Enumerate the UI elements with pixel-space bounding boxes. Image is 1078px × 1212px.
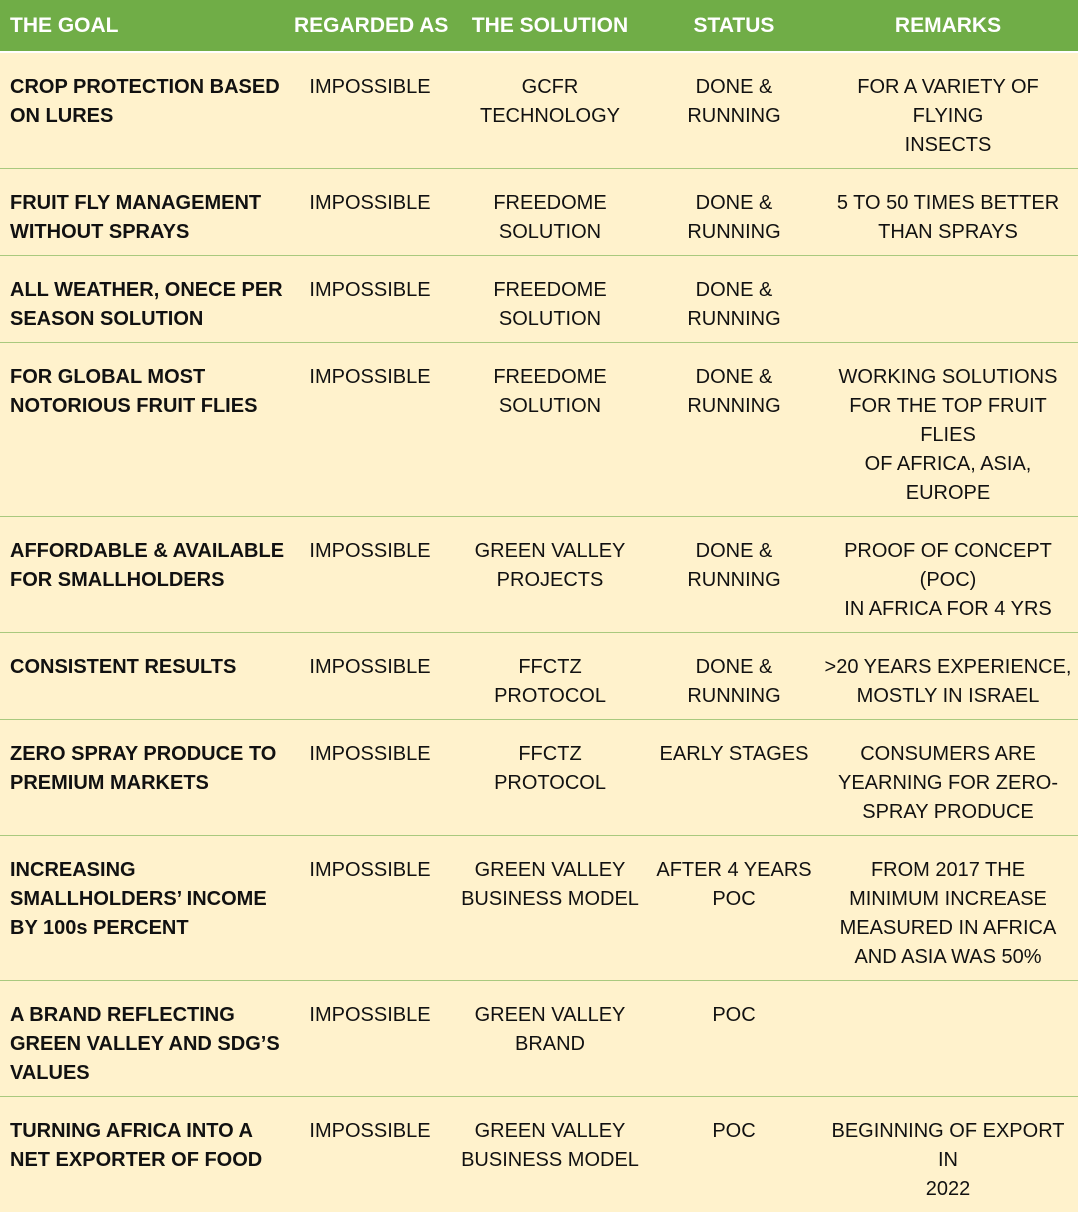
cell-regarded	[290, 52, 450, 169]
cell-remarks-text: BEGINNING OF EXPORT IN 2022	[832, 1120, 1065, 1200]
header-status: STATUS	[650, 0, 818, 52]
cell-goal	[0, 720, 290, 836]
cell-solution-text: FREEDOME SOLUTION	[493, 192, 606, 243]
cell-status-text: DONE & RUNNING	[687, 656, 780, 707]
header-solution: THE SOLUTION	[450, 0, 650, 52]
table-row	[0, 1097, 1078, 1212]
cell-solution-text: FFCTZ PROTOCOL	[494, 743, 606, 794]
cell-remarks	[818, 981, 1078, 1097]
cell-solution	[450, 633, 650, 720]
cell-remarks	[818, 633, 1078, 720]
cell-regarded	[290, 836, 450, 981]
cell-goal-text: A BRAND REFLECTING GREEN VALLEY AND SDG’S VALUES	[10, 1004, 280, 1084]
cell-status-text: DONE & RUNNING	[687, 540, 780, 591]
cell-status	[650, 343, 818, 517]
table-row	[0, 256, 1078, 343]
cell-regarded	[290, 256, 450, 343]
cell-solution-text: FREEDOME SOLUTION	[493, 279, 606, 330]
cell-solution	[450, 256, 650, 343]
cell-solution-text: GREEN VALLEY BUSINESS MODEL	[461, 1120, 639, 1171]
cell-goal	[0, 256, 290, 343]
cell-remarks	[818, 52, 1078, 169]
table-row	[0, 633, 1078, 720]
cell-remarks	[818, 836, 1078, 981]
cell-status	[650, 52, 818, 169]
header-remarks: REMARKS	[818, 0, 1078, 52]
table-row	[0, 52, 1078, 169]
cell-regarded-text: IMPOSSIBLE	[309, 1120, 430, 1142]
cell-solution-text: GREEN VALLEY BRAND	[475, 1004, 626, 1055]
cell-goal	[0, 633, 290, 720]
cell-regarded	[290, 517, 450, 633]
cell-goal-text: ALL WEATHER, ONECE PER SEASON SOLUTION	[10, 279, 283, 330]
cell-regarded-text: IMPOSSIBLE	[309, 743, 430, 765]
cell-regarded	[290, 633, 450, 720]
cell-regarded-text: IMPOSSIBLE	[309, 656, 430, 678]
cell-remarks	[818, 169, 1078, 256]
cell-regarded-text: IMPOSSIBLE	[309, 366, 430, 388]
cell-solution	[450, 1097, 650, 1212]
cell-solution	[450, 836, 650, 981]
cell-regarded	[290, 169, 450, 256]
cell-status	[650, 633, 818, 720]
cell-goal	[0, 1097, 290, 1212]
cell-remarks-text: FROM 2017 THE MINIMUM INCREASE MEASURED IN AFRICA AND ASIA WAS 50%	[840, 859, 1057, 968]
cell-solution	[450, 720, 650, 836]
cell-status	[650, 981, 818, 1097]
cell-goal	[0, 52, 290, 169]
cell-goal-text: CONSISTENT RESULTS	[10, 656, 236, 678]
cell-regarded	[290, 343, 450, 517]
cell-regarded	[290, 1097, 450, 1212]
cell-regarded	[290, 720, 450, 836]
cell-remarks	[818, 256, 1078, 343]
header-row	[0, 0, 1078, 52]
cell-status-text: POC	[712, 1004, 755, 1026]
cell-goal	[0, 981, 290, 1097]
cell-remarks-text: CONSUMERS ARE YEARNING FOR ZERO- SPRAY PRODUCE	[838, 743, 1058, 823]
cell-goal-text: CROP PROTECTION BASED ON LURES	[10, 76, 280, 127]
cell-status-text: DONE & RUNNING	[687, 192, 780, 243]
cell-solution	[450, 981, 650, 1097]
cell-remarks-text: >20 YEARS EXPERIENCE, MOSTLY IN ISRAEL	[825, 656, 1072, 707]
cell-remarks-text: 5 TO 50 TIMES BETTER THAN SPRAYS	[837, 192, 1059, 243]
cell-status-text: EARLY STAGES	[660, 743, 809, 765]
cell-goal-text: ZERO SPRAY PRODUCE TO PREMIUM MARKETS	[10, 743, 276, 794]
cell-remarks	[818, 343, 1078, 517]
cell-regarded-text: IMPOSSIBLE	[309, 859, 430, 881]
cell-solution-text: GREEN VALLEY BUSINESS MODEL	[461, 859, 639, 910]
cell-goal	[0, 343, 290, 517]
cell-goal	[0, 169, 290, 256]
cell-remarks-text: WORKING SOLUTIONS FOR THE TOP FRUIT FLIES OF AFRICA, ASIA, EUROPE	[839, 366, 1058, 504]
cell-goal	[0, 836, 290, 981]
cell-status-text: POC	[712, 1120, 755, 1142]
cell-status-text: DONE & RUNNING	[687, 76, 780, 127]
cell-solution-text: GCFR TECHNOLOGY	[480, 76, 620, 127]
cell-goal-text: TURNING AFRICA INTO A NET EXPORTER OF FOOD	[10, 1120, 262, 1171]
cell-remarks-text: FOR A VARIETY OF FLYING INSECTS	[857, 76, 1039, 156]
cell-goal-text: AFFORDABLE & AVAILABLE FOR SMALLHOLDERS	[10, 540, 284, 591]
table-row	[0, 836, 1078, 981]
cell-remarks	[818, 517, 1078, 633]
cell-regarded-text: IMPOSSIBLE	[309, 192, 430, 214]
cell-goal-text: FRUIT FLY MANAGEMENT WITHOUT SPRAYS	[10, 192, 261, 243]
cell-goal-text: INCREASING SMALLHOLDERS’ INCOME BY 100s PERCENT	[10, 859, 267, 939]
header-regarded-as: REGARDED AS	[290, 0, 450, 52]
cell-solution-text: FFCTZ PROTOCOL	[494, 656, 606, 707]
cell-remarks	[818, 1097, 1078, 1212]
cell-regarded	[290, 981, 450, 1097]
cell-goal	[0, 517, 290, 633]
cell-status-text: DONE & RUNNING	[687, 366, 780, 417]
cell-status-text: DONE & RUNNING	[687, 279, 780, 330]
cell-regarded-text: IMPOSSIBLE	[309, 76, 430, 98]
cell-status	[650, 517, 818, 633]
cell-status	[650, 1097, 818, 1212]
cell-goal-text: FOR GLOBAL MOST NOTORIOUS FRUIT FLIES	[10, 366, 257, 417]
header-goal: THE GOAL	[0, 0, 290, 52]
cell-solution	[450, 517, 650, 633]
cell-status	[650, 169, 818, 256]
cell-solution	[450, 169, 650, 256]
cell-remarks-text: PROOF OF CONCEPT (POC) IN AFRICA FOR 4 YRS	[844, 540, 1052, 620]
cell-status	[650, 720, 818, 836]
table-row	[0, 517, 1078, 633]
cell-status	[650, 836, 818, 981]
cell-status-text: AFTER 4 YEARS POC	[656, 859, 811, 910]
cell-regarded-text: IMPOSSIBLE	[309, 540, 430, 562]
cell-regarded-text: IMPOSSIBLE	[309, 279, 430, 301]
cell-solution	[450, 52, 650, 169]
cell-solution	[450, 343, 650, 517]
cell-remarks	[818, 720, 1078, 836]
cell-solution-text: GREEN VALLEY PROJECTS	[475, 540, 626, 591]
cell-solution-text: FREEDOME SOLUTION	[493, 366, 606, 417]
table-row	[0, 720, 1078, 836]
cell-status	[650, 256, 818, 343]
table-row	[0, 169, 1078, 256]
table-row	[0, 343, 1078, 517]
cell-regarded-text: IMPOSSIBLE	[309, 1004, 430, 1026]
table-row	[0, 981, 1078, 1097]
